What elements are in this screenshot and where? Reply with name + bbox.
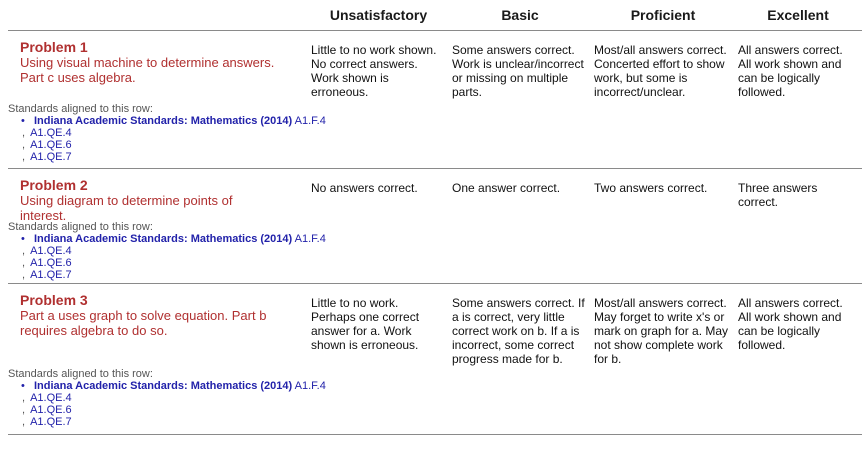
- criterion-cell-basic: Some answers correct. If a is correct, very little correct work on b. If a is incorrect, some correct progress made for b.: [452, 296, 585, 366]
- rubric-header-row: [8, 0, 862, 30]
- standard-code-link[interactable]: A1.QE.6: [30, 139, 72, 151]
- criterion-cell-proficient: Most/all answers correct. Concerted effort to show work, but some is incorrect/unclear.: [594, 43, 727, 99]
- standards-label: Standards aligned to this row:: [8, 103, 153, 115]
- standard-item[interactable]: , A1.QE.7: [22, 269, 72, 281]
- column-header-excellent: Excellent: [767, 7, 829, 23]
- standards-block: [8, 103, 326, 163]
- standard-item[interactable]: , A1.QE.6: [22, 404, 72, 416]
- standard-set-link[interactable]: Indiana Academic Standards: Mathematics (2014): [34, 233, 293, 245]
- criterion-cell-basic: One answer correct.: [452, 181, 561, 195]
- rubric-row-problem-3: [8, 283, 862, 435]
- standard-item[interactable]: , A1.QE.4: [22, 392, 72, 404]
- rubric-table: [8, 0, 862, 435]
- problem-description: Using visual machine to determine answers. Part c uses algebra.: [20, 55, 275, 85]
- standard-code-link[interactable]: A1.QE.4: [30, 127, 72, 139]
- criterion-cell-unsatisfactory: Little to no work. Perhaps one correct answer for a. Work shown is erroneous.: [311, 296, 420, 352]
- problem-description: Part a uses graph to solve equation. Part b requires algebra to do so.: [20, 308, 267, 338]
- criterion-cell-proficient: Two answers correct.: [594, 181, 708, 195]
- criterion-cell-excellent: All answers correct. All work shown and can be logically followed.: [738, 43, 843, 99]
- standard-item[interactable]: , A1.QE.7: [22, 416, 72, 428]
- standard-item[interactable]: , A1.QE.4: [22, 127, 72, 139]
- criterion-cell-excellent: Three answers correct.: [738, 181, 818, 209]
- standard-code-link[interactable]: A1.QE.7: [30, 269, 72, 281]
- problem-title: Problem 1: [20, 39, 88, 55]
- standard-item[interactable]: , A1.QE.4: [22, 245, 72, 257]
- standard-item[interactable]: [22, 380, 326, 392]
- standard-item[interactable]: , A1.QE.6: [22, 257, 72, 269]
- standard-code-link[interactable]: A1.F.4: [294, 233, 326, 245]
- column-header-unsatisfactory: Unsatisfactory: [329, 7, 428, 23]
- criterion-cell-unsatisfactory: No answers correct.: [311, 181, 418, 195]
- standard-item[interactable]: [22, 233, 326, 245]
- standards-label: Standards aligned to this row:: [8, 368, 153, 380]
- standards-block: [8, 221, 326, 281]
- criterion-cell-proficient: Most/all answers correct. May forget to write x's or mark on graph for a. May not show complete work for b.: [594, 296, 729, 366]
- standard-code-link[interactable]: A1.QE.6: [30, 257, 72, 269]
- standards-block: [8, 368, 326, 428]
- standard-code-link[interactable]: A1.QE.7: [30, 416, 72, 428]
- standards-label: Standards aligned to this row:: [8, 221, 153, 233]
- standard-code-link[interactable]: A1.QE.6: [30, 404, 72, 416]
- column-header-proficient: Proficient: [630, 7, 696, 23]
- standard-item[interactable]: , A1.QE.7: [22, 151, 72, 163]
- rubric-row-problem-2: [8, 168, 862, 283]
- standard-set-link[interactable]: Indiana Academic Standards: Mathematics (2014): [34, 380, 293, 392]
- criterion-cell-unsatisfactory: Little to no work shown. No correct answers. Work shown is erroneous.: [311, 43, 437, 99]
- standard-code-link[interactable]: A1.QE.7: [30, 151, 72, 163]
- column-header-basic: Basic: [501, 7, 539, 23]
- rubric-row-problem-1: [8, 30, 862, 168]
- problem-title: Problem 2: [20, 177, 88, 193]
- criterion-cell-excellent: All answers correct. All work shown and can be logically followed.: [738, 296, 843, 352]
- standard-code-link[interactable]: A1.QE.4: [30, 392, 72, 404]
- standard-item[interactable]: [22, 115, 326, 127]
- standard-code-link[interactable]: A1.QE.4: [30, 245, 72, 257]
- problem-title: Problem 3: [20, 292, 88, 308]
- criterion-cell-basic: Some answers correct. Work is unclear/incorrect or missing on multiple parts.: [452, 43, 584, 99]
- standard-item[interactable]: , A1.QE.6: [22, 139, 72, 151]
- standard-set-link[interactable]: Indiana Academic Standards: Mathematics (2014): [34, 115, 293, 127]
- standard-code-link[interactable]: A1.F.4: [294, 115, 326, 127]
- problem-description: Using diagram to determine points of interest.: [20, 193, 233, 223]
- standard-code-link[interactable]: A1.F.4: [294, 380, 326, 392]
- standards-list: [8, 380, 326, 428]
- standards-list: [8, 233, 326, 281]
- standards-list: [8, 115, 326, 163]
